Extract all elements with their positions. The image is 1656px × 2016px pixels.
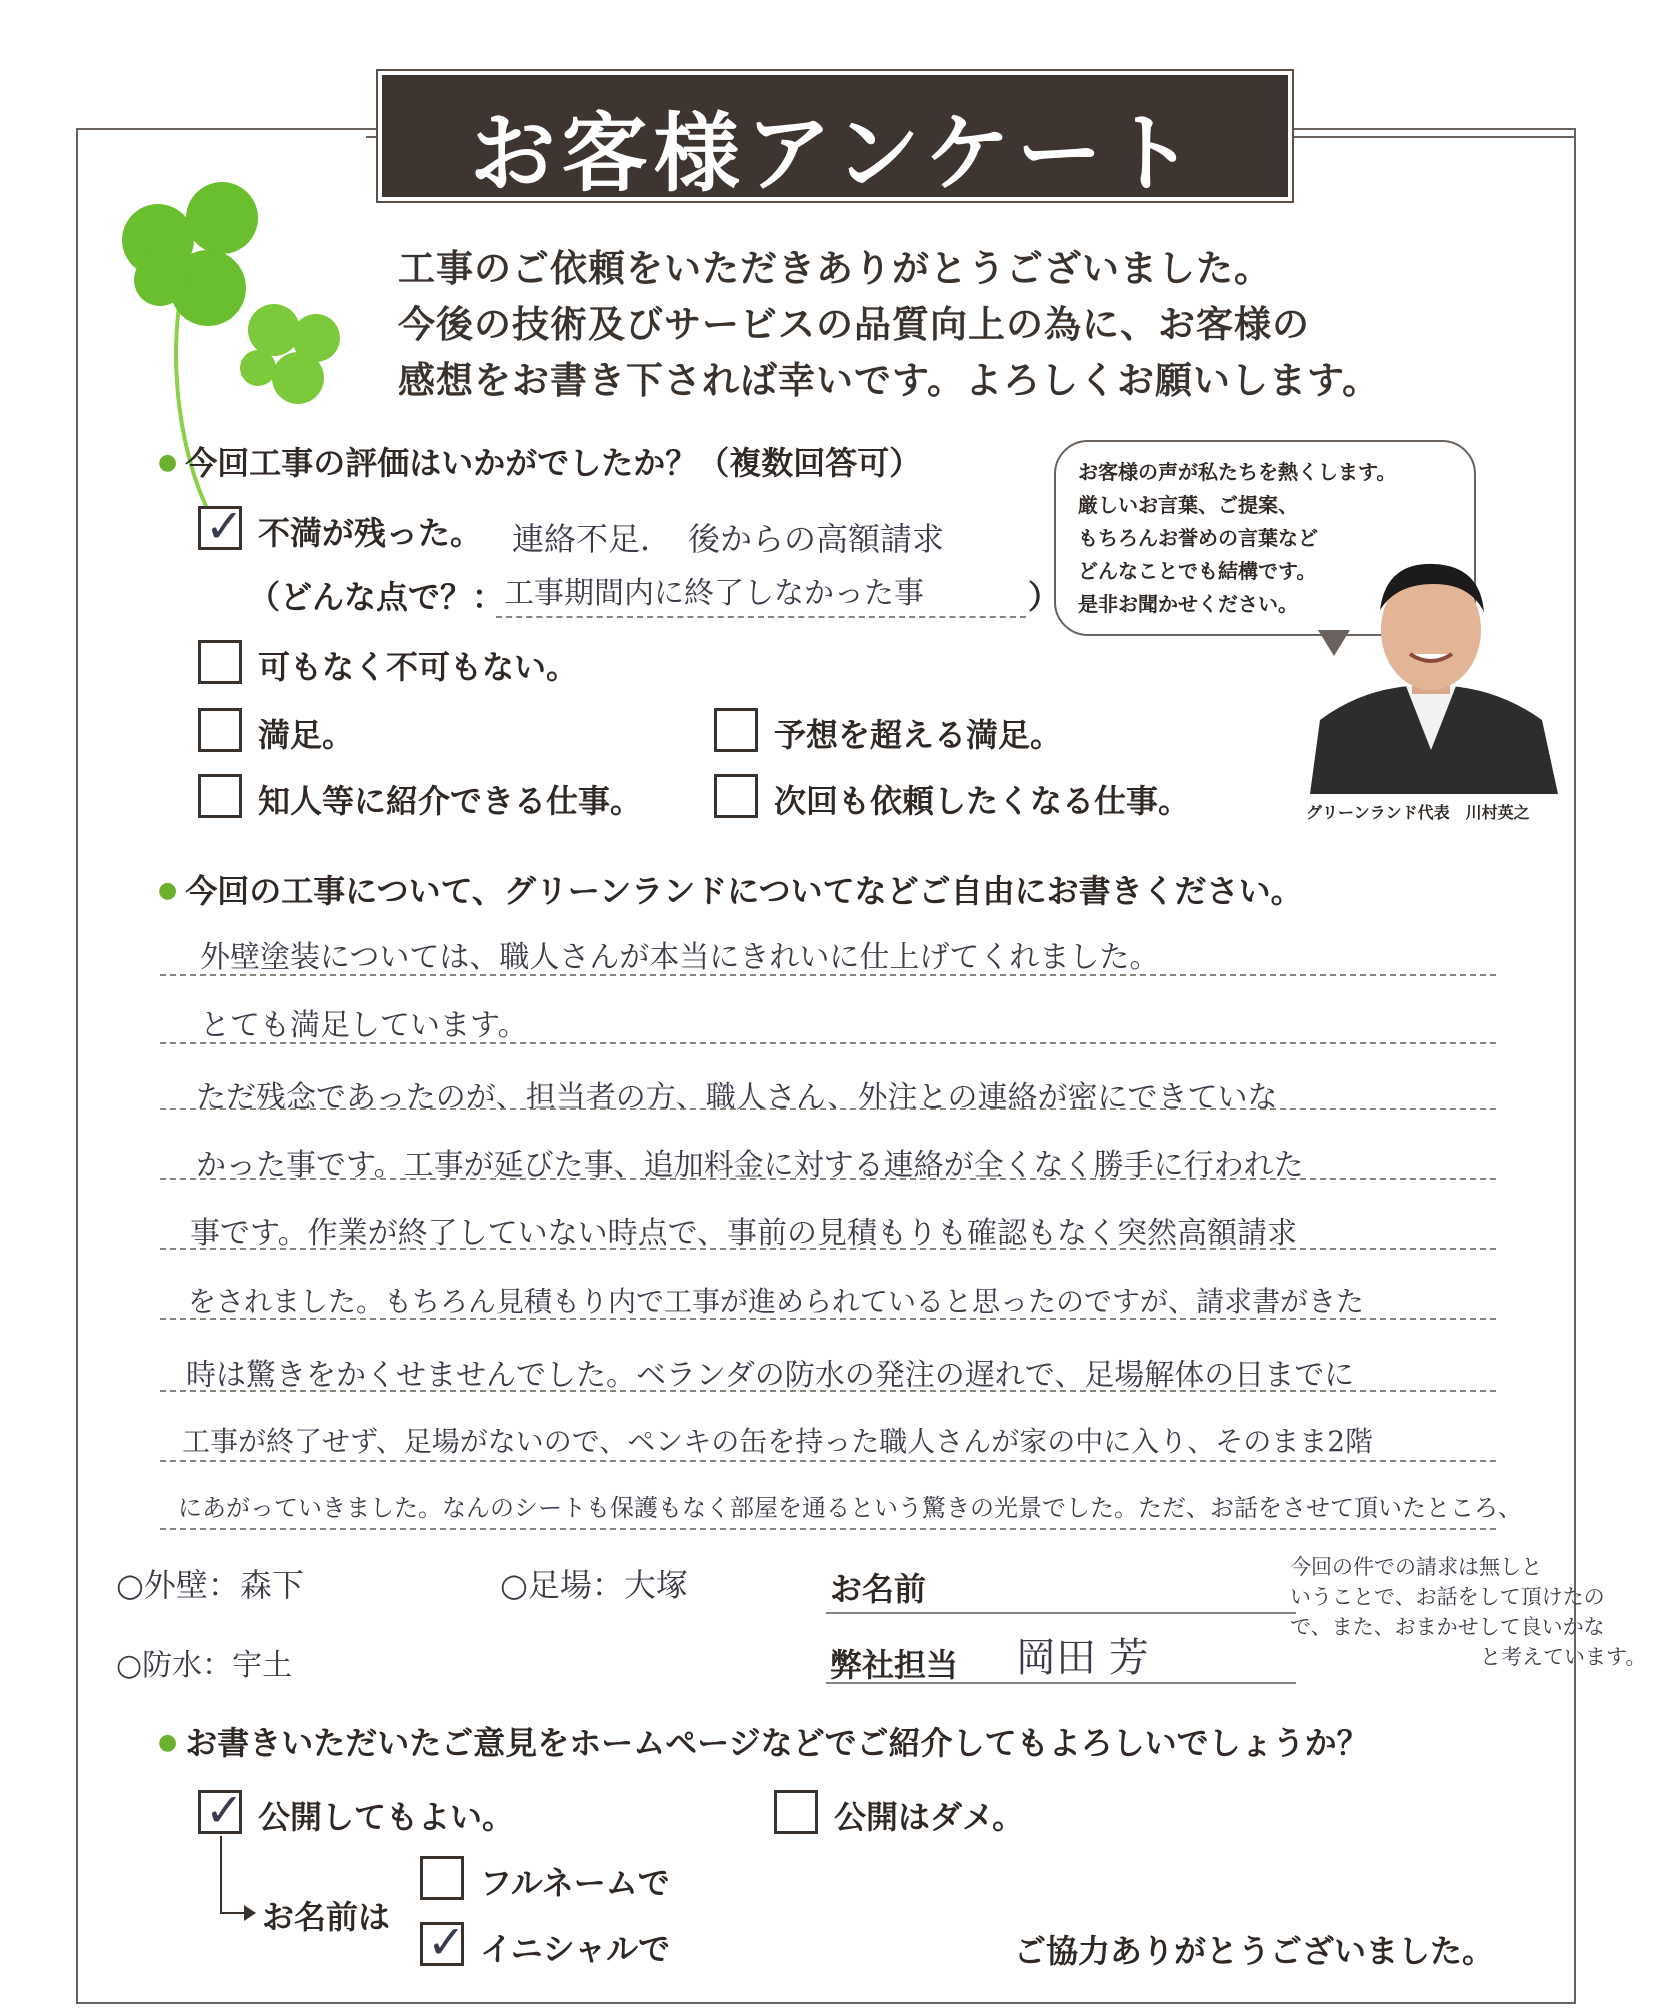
bubble-line: 厳しいお言葉、ご提案、 [1078,493,1298,517]
page-title: お客様アンケート [469,104,1201,204]
donna-close: ） [1028,578,1061,616]
checkbox-jikai[interactable] [714,774,758,818]
comment-line-1: 外壁塗装については、職人さんが本当にきれいに仕上げてくれました。 [200,940,1160,975]
side-note [1290,1552,1650,1672]
comment-line-5: 事です。作業が終了していない時点で、事前の見積もりも確認もなく突然高額請求 [190,1216,1297,1251]
staff-label: 弊社担当 [830,1646,959,1684]
option-jikai-label: 次回も依頼したくなる仕事。 [774,782,1191,820]
option-fullname-label: フルネームで [480,1864,670,1902]
intro-line-1: 工事のご依頼をいただきありがとうございました。 [398,247,1272,290]
handwritten-fuman-1: 連絡不足． 後からの高額請求 [512,520,945,558]
option-kamonaku-label: 可もなく不可もない。 [258,648,579,686]
donna-label: （どんな点で？： [248,578,505,616]
tree-line [220,1836,222,1914]
handwritten-fuman-2: 工事期間内に終了しなかった事 [504,576,924,611]
q1-heading: ● 今回工事の評価はいかがでしたか？（複数回答可） [158,438,921,484]
checkbox-fullname[interactable] [420,1856,464,1900]
bubble-line: もちろんお誉めの言葉など [1078,526,1318,550]
staff-field-underline [826,1682,1296,1684]
comment-rule [160,1390,1496,1392]
side-note-line: と考えています。 [1480,1645,1647,1669]
frame-top-right-connector [1288,136,1576,138]
name-field-underline[interactable] [826,1612,1296,1614]
side-note-line: 今回の件での請求は無しと [1290,1555,1542,1579]
staff-bousui: ○防水：宇土 [116,1648,293,1683]
comment-rule [160,1248,1496,1250]
checkbox-chijin[interactable] [198,774,242,818]
option-initial-label: イニシャルで [480,1930,671,1968]
comment-rule [160,1108,1496,1110]
checkbox-private[interactable] [774,1790,818,1834]
intro-line-2: 今後の技術及びサービスの品質向上の為に、お客様の [398,303,1310,346]
comment-line-2: とても満足しています。 [200,1008,528,1043]
bubble-line: どんなことでも結構です。 [1078,559,1317,583]
bubble-line: お客様の声が私たちを熱くします。 [1078,460,1397,484]
staff-name-value: 岡田 芳 [1016,1635,1149,1681]
comment-rule [160,1460,1496,1462]
q2-heading: ● 今回の工事について、グリーンランドについてなどご自由にお書きください。 [158,866,1303,912]
comment-rule [160,974,1496,976]
name-is-label: お名前は [262,1898,391,1936]
comment-rule [160,1178,1496,1180]
arrow-right-icon [244,1905,256,1921]
comment-line-4: かった事です。工事が延びた事、追加料金に対する連絡が全くなく勝手に行われた [196,1148,1304,1183]
option-chijin-label: 知人等に紹介できる仕事。 [258,782,643,820]
comment-rule [160,1318,1496,1320]
side-note-line: いうことで、お話をして頂けたの [1290,1585,1605,1609]
option-yosou-label: 予想を超える満足。 [774,716,1063,754]
option-manzoku-label: 満足。 [258,716,355,754]
comment-rule [160,1042,1496,1044]
frame-top-left [76,128,376,130]
checkbox-kamonaku[interactable] [198,640,242,684]
intro-line-3: 感想をお書き下されば幸いです。よろしくお願いします。 [398,359,1381,402]
footer-thanks: ご協力ありがとうございました。 [1014,1932,1495,1970]
checkbox-initial[interactable] [420,1922,464,1966]
side-note-line: で、また、おまかせして良いかな [1290,1615,1605,1639]
staff-gaiheki: ○外壁：森下 [116,1566,304,1604]
option-private-label: 公開はダメ。 [834,1798,1025,1836]
comment-line-8: 工事が終了せず、足場がないので、ペンキの缶を持った職人さんが家の中に入り、そのまま2階 [182,1425,1374,1458]
comment-line-6: をされました。もちろん見積もり内で工事が進められていると思ったのですが、請求書がきた [188,1285,1365,1318]
comment-line-7: 時は驚きをかくせませんでした。ベランダの防水の発注の遅れで、足場解体の日までに [186,1358,1355,1393]
comment-line-3: ただ残念であったのが、担当者の方、職人さん、外注との連絡が密にできていな [196,1080,1278,1115]
comment-line-9: にあがっていきました。なんのシートも保護もなく部屋を通るという驚きの光景でした。ただ、お話をさせて頂いたところ、 [178,1494,1522,1522]
checkbox-public[interactable] [198,1790,242,1834]
option-public-label: 公開してもよい。 [258,1798,515,1836]
donna-underline [496,616,1026,618]
checkbox-fuman[interactable] [198,506,242,550]
checkbox-yosou[interactable] [714,708,758,752]
president-caption: グリーンランド代表 川村英之 [1306,803,1530,822]
checkbox-manzoku[interactable] [198,708,242,752]
q3-heading: ● お書きいただいたご意見をホームページなどでご紹介してもよろしいでしょうか？ [158,1718,1369,1764]
comment-rule [160,1528,1496,1530]
staff-ashiba: ○足場：大塚 [500,1566,688,1604]
bubble-line: 是非お聞かせください。 [1078,592,1298,616]
president-photo [1300,550,1562,794]
option-fuman-label: 不満が残った。 [258,514,483,552]
name-label: お名前 [830,1570,927,1608]
